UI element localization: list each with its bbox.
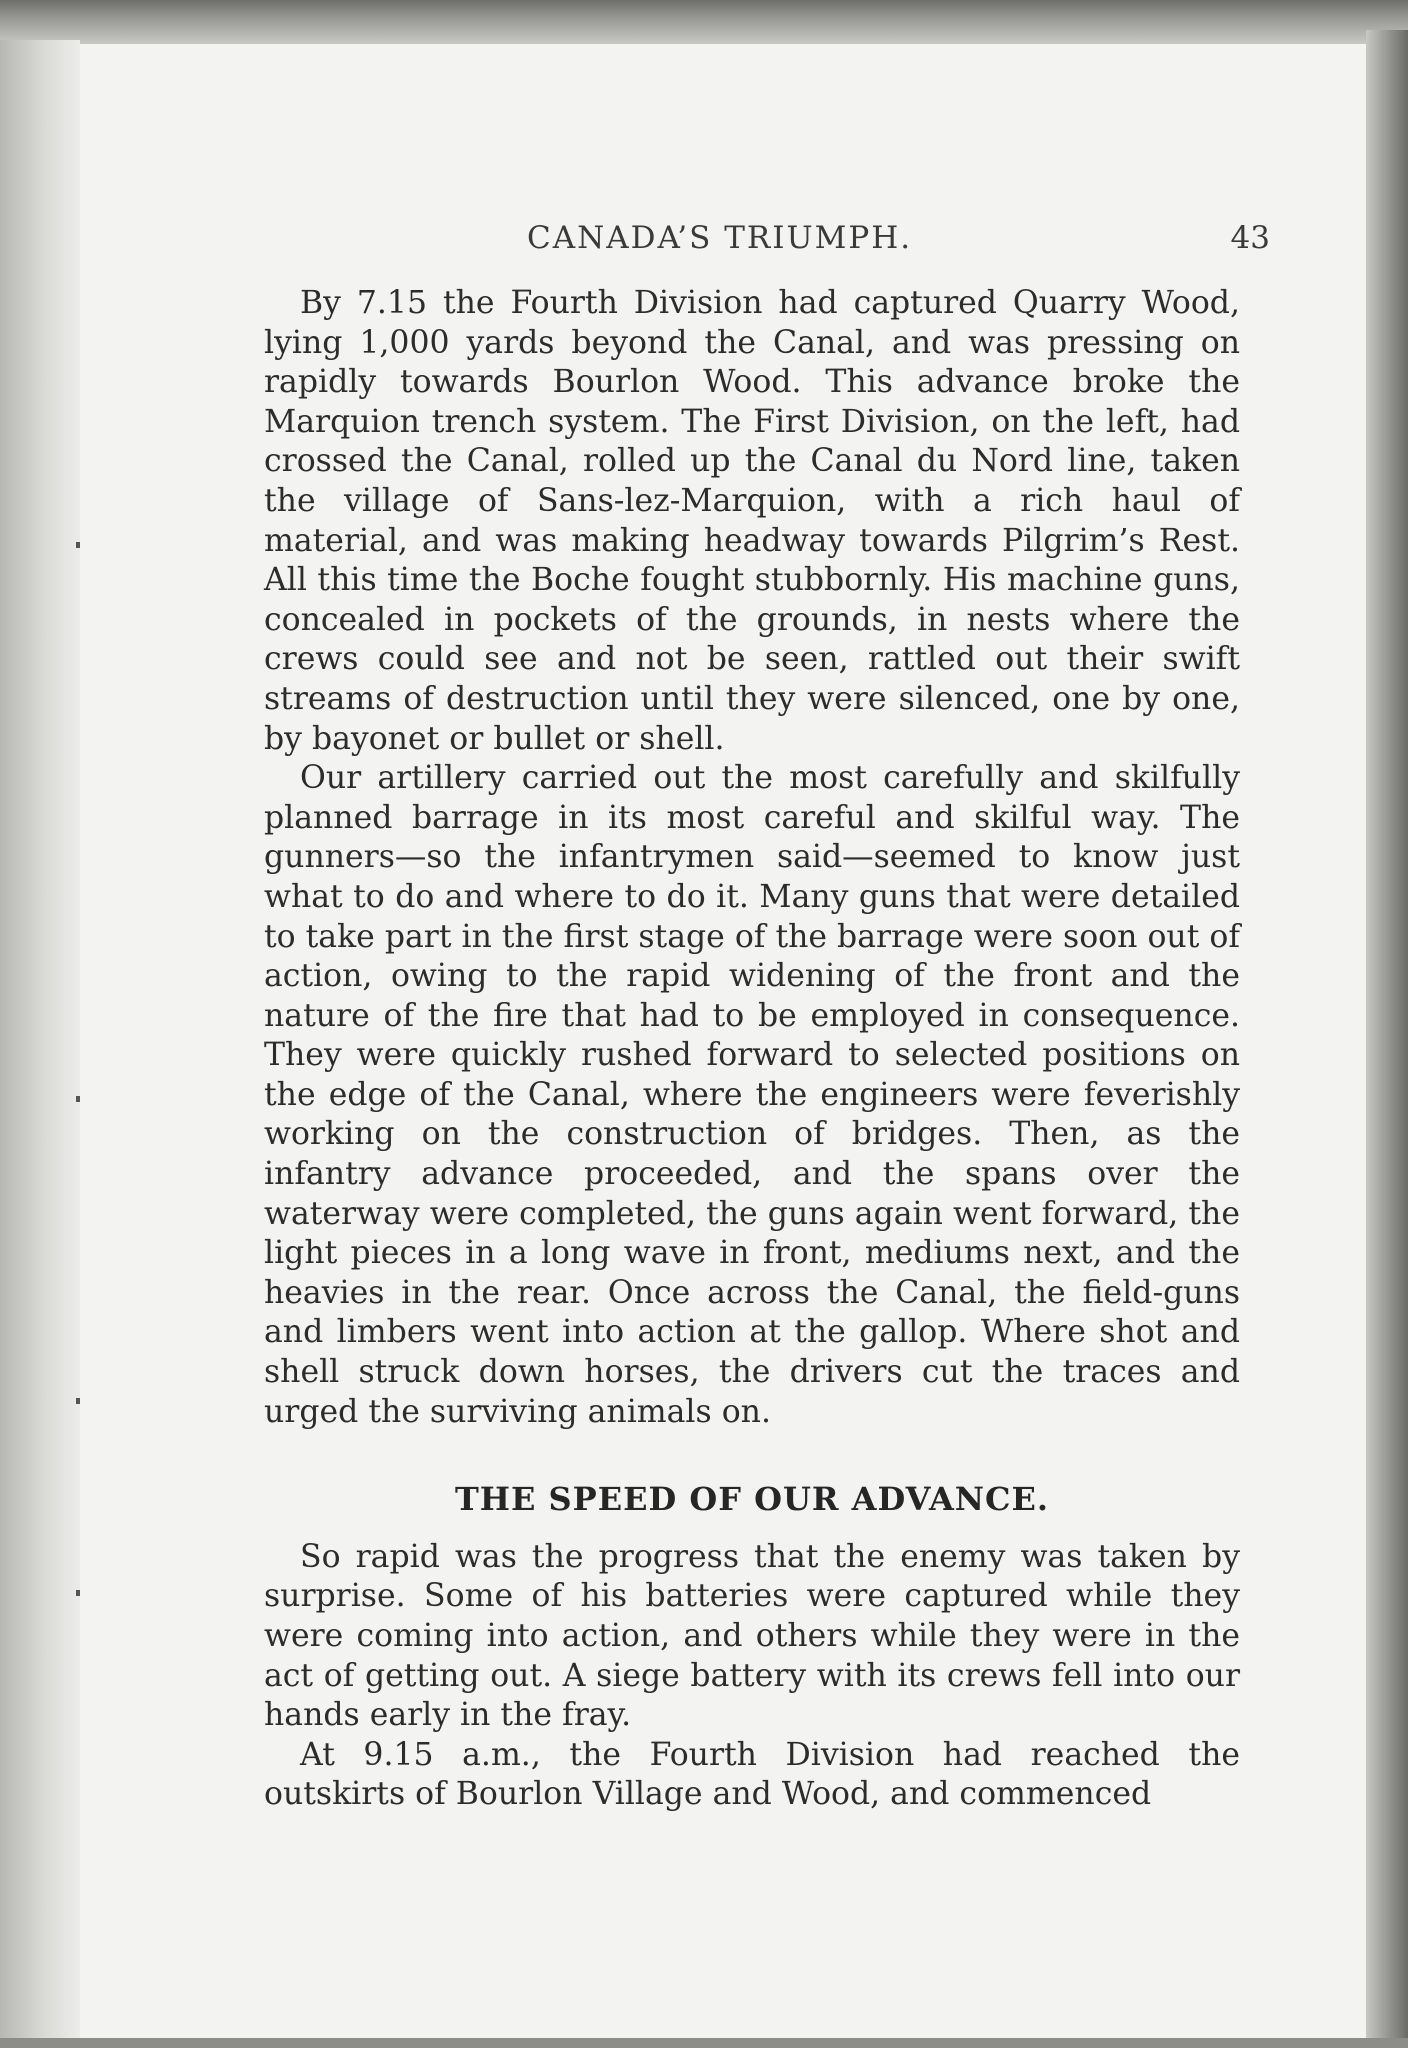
paragraph-3: So rapid was the progress that the enemy was taken by surprise. Some of his batteries were captured while they were coming into action, and others while they were in the act of getting out. A siege battery with its crews fell into our hands early in the fray.	[264, 1538, 1240, 1734]
margin-speck	[76, 1398, 80, 1404]
paragraph-2: Our artillery carried out the most carefully and skilfully planned barrage in its most careful and skilful way. The gunners—so the infantrymen said—seemed to know just what to do and where to do it. Many guns that were detailed to take part in the first stage of the barrage were soon out of action, owing to the rapid widening of the front and the nature of the fire that had to be employed in consequence. They were quickly rushed forward to selected positions on the edge of the Canal, where the engineers were feverishly working on the construction of bridges. Then, as the infantry advance proceeded, and the spans over the waterway were completed, the guns again went forward, the light pieces in a long wave in front, mediums next, and the heavies in the rear. Once across the Canal, the field-guns and limbers went into action at the gallop. Where shot and shell struck down horses, the drivers cut the traces and urged the surviving animals on.	[264, 760, 1240, 1430]
book-spine-edge	[1366, 30, 1408, 2048]
margin-speck	[76, 542, 80, 548]
section-heading: THE SPEED OF OUR ADVANCE.	[454, 1480, 1050, 1519]
book-left-margin	[0, 40, 80, 2048]
body-text	[264, 284, 1240, 1815]
margin-speck	[76, 1096, 80, 1102]
page-number: 43	[1230, 220, 1270, 256]
running-title: CANADA’S TRIUMPH.	[527, 220, 913, 256]
book-page	[80, 44, 1366, 2038]
running-head	[80, 212, 1366, 260]
paragraph-4: At 9.15 a.m., the Fourth Division had reached the outskirts of Bourlon Village and Wood, and commenced	[264, 1736, 1240, 1813]
book-top-edge	[0, 0, 1408, 48]
book-bottom-edge	[0, 2038, 1408, 2048]
margin-speck	[76, 1590, 80, 1596]
paragraph-1: By 7.15 the Fourth Division had captured Quarry Wood, lying 1,000 yards beyond the Canal, and was pressing on rapidly towards Bourlon Wood. This advance broke the Marquion trench system. The First Division, on the left, had crossed the Canal, rolled up the Canal du Nord line, taken the village of Sans-lez-Marquion, with a rich haul of material, and was making headway towards Pilgrim’s Rest. All this time the Boche fought stubbornly. His machine guns, concealed in pockets of the grounds, in nests where the crews could see and not be seen, rattled out their swift streams of destruction until they were silenced, one by one, by bayonet or bullet or shell.	[264, 285, 1240, 757]
